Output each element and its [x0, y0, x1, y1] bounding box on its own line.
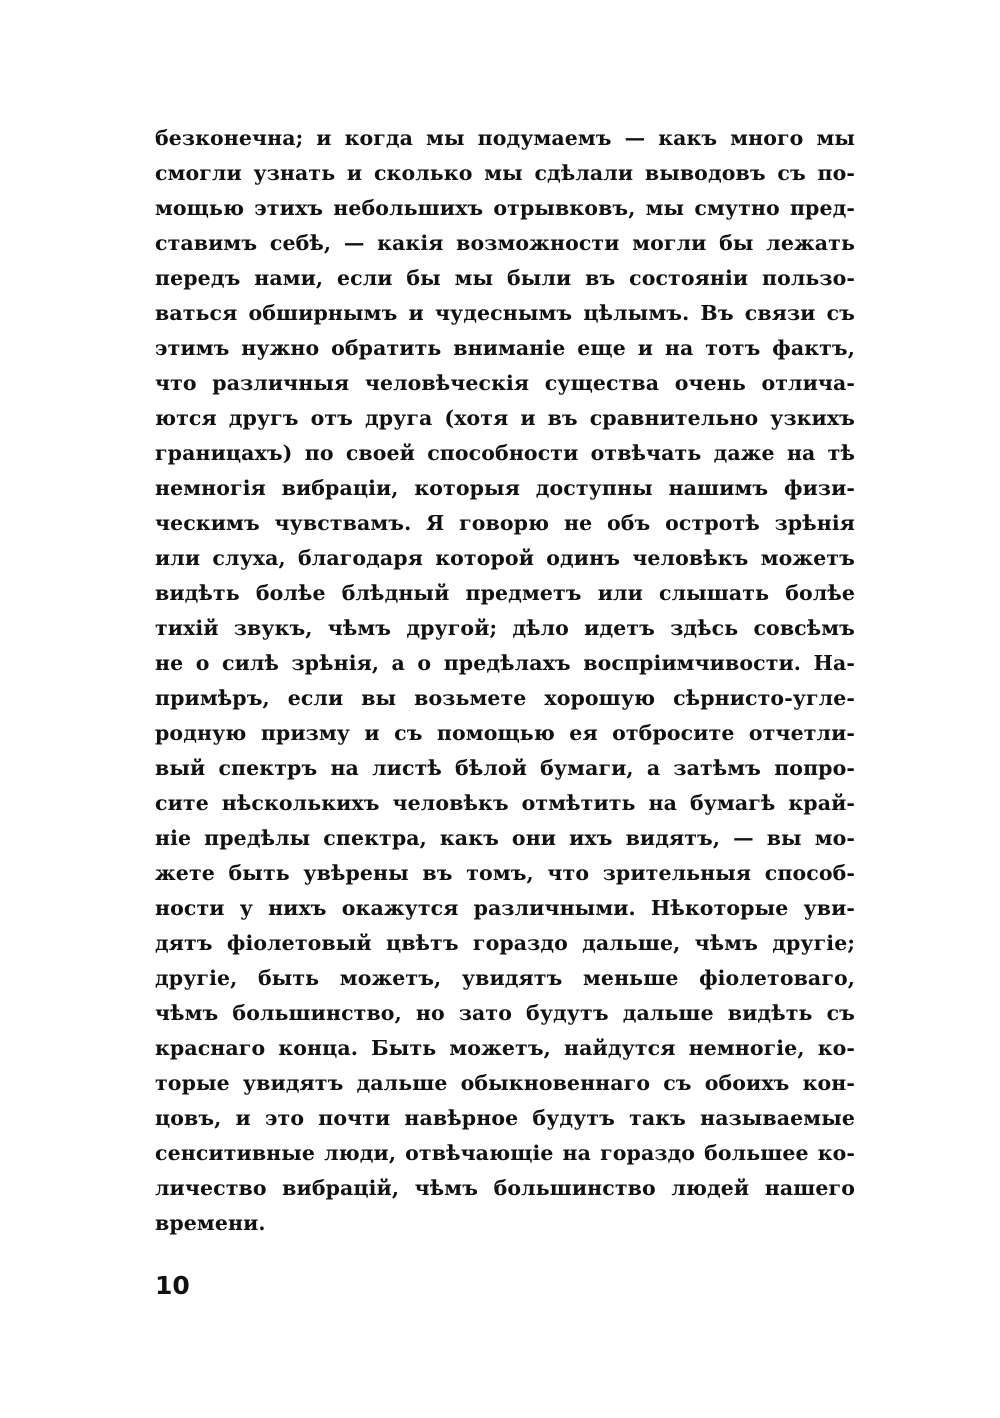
text-line: тихій звукъ, чѣмъ другой; дѣло идетъ здѣсь совсѣмъ: [155, 616, 855, 640]
text-line: или слуха, благодаря которой одинъ человѣкъ можетъ: [155, 546, 855, 570]
text-line: не о силѣ зрѣнія, а о предѣлахъ воспріимчивости. На-: [155, 651, 855, 675]
text-line: сите нѣсколькихъ человѣкъ отмѣтить на бумагѣ край-: [155, 791, 855, 815]
text-line: другіе, быть можетъ, увидятъ меньше фіолетоваго,: [155, 966, 855, 990]
text-line: смогли узнать и сколько мы сдѣлали выводовъ съ по-: [155, 161, 855, 185]
text-line: жете быть увѣрены въ томъ, что зрительныя способ-: [155, 861, 855, 885]
text-line: чѣмъ большинство, но зато будутъ дальше видѣть съ: [155, 1001, 855, 1025]
text-line: что различныя человѣческія существа очень отлича-: [155, 371, 855, 395]
text-line: цовъ, и это почти навѣрное будутъ такъ называемые: [155, 1106, 855, 1130]
text-line: вый спектръ на листѣ бѣлой бумаги, а затѣмъ попро-: [155, 756, 855, 780]
text-line: примѣръ, если вы возьмете хорошую сѣрнисто-угле-: [155, 686, 855, 710]
text-line: видѣть болѣе блѣдный предметъ или слышать болѣе: [155, 581, 855, 605]
text-line: ности у нихъ окажутся различными. Нѣкоторые уви-: [155, 896, 855, 920]
text-line: сенситивные люди, отвѣчающіе на гораздо большее ко-: [155, 1141, 855, 1165]
text-line: ніе предѣлы спектра, какъ они ихъ видятъ, — вы мо-: [155, 826, 855, 850]
text-line: этимъ нужно обратить вниманіе еще и на тотъ фактъ,: [155, 336, 855, 360]
text-line: краснаго конца. Быть можетъ, найдутся немногіе, ко-: [155, 1036, 855, 1060]
text-line: времени.: [155, 1211, 266, 1235]
text-line: ческимъ чувствамъ. Я говорю не объ остротѣ зрѣнія: [155, 511, 855, 535]
text-line: личество вибрацій, чѣмъ большинство людей нашего: [155, 1176, 855, 1200]
text-line: родную призму и съ помощью ея отбросите отчетли-: [155, 721, 855, 745]
body-text: [155, 121, 855, 1241]
text-line: немногія вибраціи, которыя доступны нашимъ физи-: [155, 476, 855, 500]
text-line: границахъ) по своей способности отвѣчать даже на тѣ: [155, 441, 855, 465]
text-line: торые увидятъ дальше обыкновеннаго съ обоихъ кон-: [155, 1071, 855, 1095]
text-line: безконечна; и когда мы подумаемъ — какъ много мы: [155, 126, 855, 150]
text-line: передъ нами, если бы мы были въ состояніи пользо-: [155, 266, 855, 290]
page-number: 10: [155, 1271, 190, 1300]
text-line: ваться обширнымъ и чудеснымъ цѣлымъ. Въ связи съ: [155, 301, 855, 325]
text-line: дятъ фіолетовый цвѣтъ гораздо дальше, чѣмъ другіе;: [155, 931, 855, 955]
text-line: ются другъ отъ друга (хотя и въ сравнительно узкихъ: [155, 406, 855, 430]
text-line: мощью этихъ небольшихъ отрывковъ, мы смутно пред-: [155, 196, 855, 220]
text-line: ставимъ себѣ, — какія возможности могли бы лежать: [155, 231, 855, 255]
